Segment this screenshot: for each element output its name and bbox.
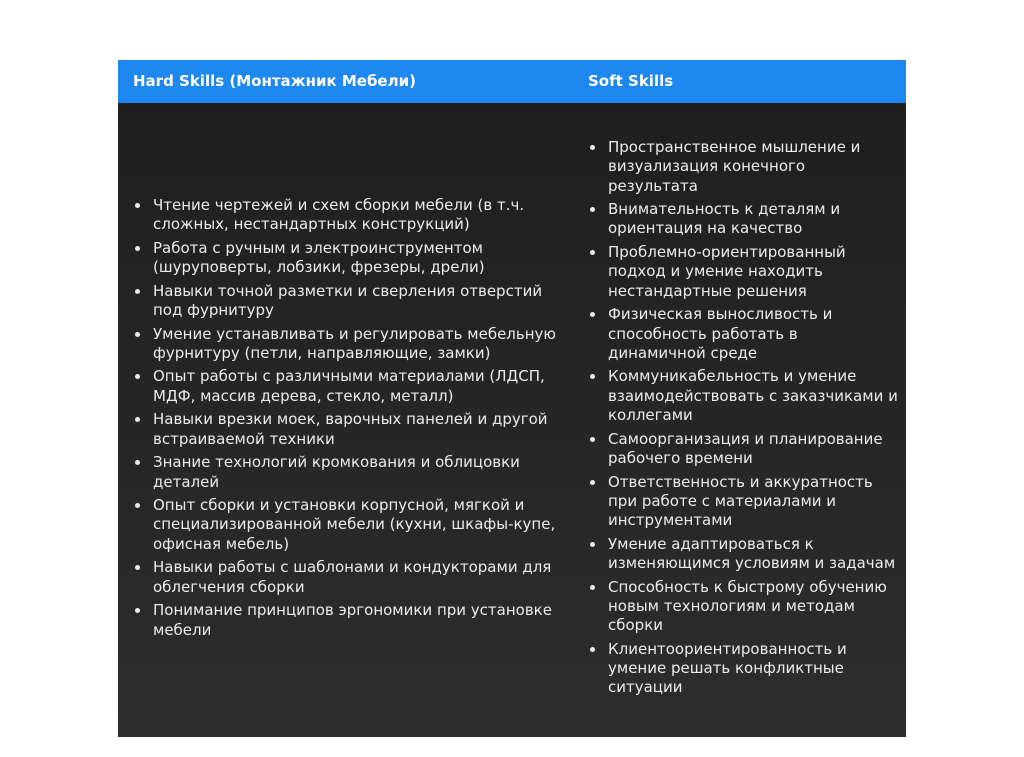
hard-skill-item: Понимание принципов эргономики при установке мебели (132, 601, 562, 640)
hard-skill-item: Работа с ручным и электроинструментом (шуруповерты, лобзики, фрезеры, дрели) (132, 239, 562, 278)
soft-skill-item: Внимательность к деталям и ориентация на качество (587, 200, 899, 239)
soft-skills-column (587, 103, 899, 737)
soft-skill-item: Ответственность и аккуратность при работе с материалами и инструментами (587, 473, 899, 531)
hard-skills-column (132, 103, 562, 737)
hard-skill-item: Навыки работы с шаблонами и кондукторами для облегчения сборки (132, 558, 562, 597)
hard-skill-item: Навыки точной разметки и сверления отверстий под фурнитуру (132, 282, 562, 321)
hard-skills-list (132, 196, 562, 644)
soft-skills-heading: Soft Skills (588, 72, 674, 90)
hard-skill-item: Навыки врезки моек, варочных панелей и другой встраиваемой техники (132, 410, 562, 449)
skills-table (118, 60, 906, 737)
hard-skills-heading: Hard Skills (Монтажник Мебели) (133, 72, 416, 90)
table-body (118, 103, 906, 737)
soft-skills-list (587, 138, 899, 702)
soft-skill-item: Клиентоориентированность и умение решать конфликтные ситуации (587, 640, 899, 698)
hard-skill-item: Знание технологий кромкования и облицовки деталей (132, 453, 562, 492)
soft-skill-item: Коммуникабельность и умение взаимодействовать с заказчиками и коллегами (587, 367, 899, 425)
soft-skill-item: Умение адаптироваться к изменяющимся условиям и задачам (587, 535, 899, 574)
soft-skill-item: Физическая выносливость и способность работать в динамичной среде (587, 305, 899, 363)
hard-skill-item: Чтение чертежей и схем сборки мебели (в т.ч. сложных, нестандартных конструкций) (132, 196, 562, 235)
soft-skill-item: Проблемно-ориентированный подход и умение находить нестандартные решения (587, 243, 899, 301)
soft-skill-item: Пространственное мышление и визуализация конечного результата (587, 138, 899, 196)
hard-skill-item: Опыт работы с различными материалами (ЛДСП, МДФ, массив дерева, стекло, металл) (132, 367, 562, 406)
hard-skill-item: Умение устанавливать и регулировать мебельную фурнитуру (петли, направляющие, замки) (132, 325, 562, 364)
hard-skill-item: Опыт сборки и установки корпусной, мягкой и специализированной мебели (кухни, шкафы-купе, офисная мебель) (132, 496, 562, 554)
soft-skill-item: Самоорганизация и планирование рабочего времени (587, 430, 899, 469)
soft-skill-item: Способность к быстрому обучению новым технологиям и методам сборки (587, 578, 899, 636)
table-header (118, 60, 906, 103)
